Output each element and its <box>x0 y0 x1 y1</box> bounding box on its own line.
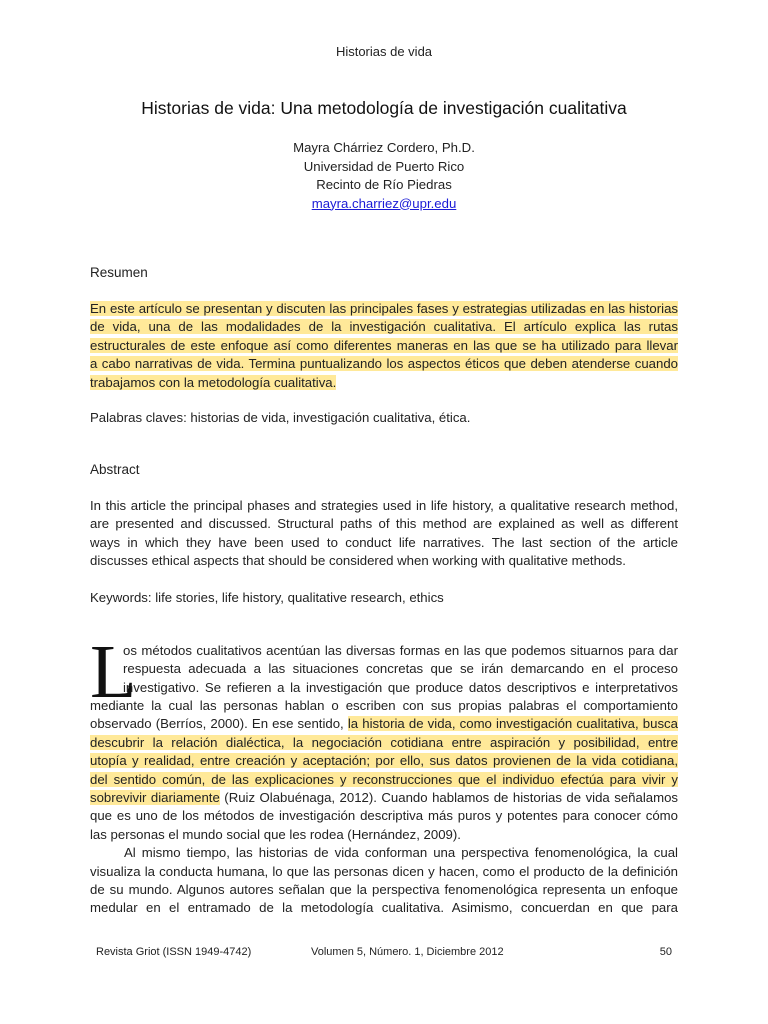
abstract-line: In this article the principal phases and strategies used in life history, a qualitative research method, <box>90 498 678 513</box>
body-line: de su mundo. Algunos autores señalan que la perspectiva fenomenológica representa un enfoque <box>90 881 678 897</box>
body-line: que es uno de los métodos de investigación descriptiva más puros y potentes para conocer cómo <box>90 808 678 824</box>
author-university: Universidad de Puerto Rico <box>303 158 465 174</box>
body-line: del sentido común, de las explicaciones y reconstrucciones que el individuo efectúa para vivir y <box>90 771 678 787</box>
body-line: Al mismo tiempo, las historias de vida conforman una perspectiva fenomenológica, la cual <box>124 845 678 861</box>
resumen-line: estructurales de este enfoque así como diferentes maneras en las que se ha utilizado para llevar <box>90 337 678 353</box>
abstract-heading: Abstract <box>90 462 140 477</box>
resumen-line: trabajamos con la metodología cualitativa. <box>90 374 337 390</box>
resumen-paragraph <box>90 300 678 392</box>
body-line: visualiza la conducta humana, lo que las personas dicen y hacen, como el producto de la definición <box>90 863 678 879</box>
abstract-line: ways in which they have been used to conduct life narratives. The last section of the article <box>90 534 678 550</box>
running-head: Historias de vida <box>335 44 433 59</box>
body-line: os métodos cualitativos acentúan las diversas formas en las que podemos situarnos para dar <box>123 643 678 658</box>
footer-page-number: 50 <box>659 946 672 958</box>
body-paragraph-1 <box>90 697 678 918</box>
abstract-line: discusses ethical aspects that should be considered when working with qualitative methods. <box>90 553 626 569</box>
highlight: la historia de vida, como investigación cualitativa, busca <box>347 716 678 732</box>
abstract-line: are presented and discussed. Structural paths of this method are explained as well as different <box>90 516 678 532</box>
author-email-link[interactable]: mayra.charriez@upr.edu <box>311 195 457 211</box>
body-line: investigativo. Se refieren a la investigación que produce datos descriptivos e interpretativos <box>123 679 678 695</box>
body-line: sobrevivir diariamente (Ruiz Olabuénaga, 2012). Cuando hablamos de historias de vida señalamos <box>90 789 678 805</box>
resumen-line: a cabo narrativas de vida. Termina puntualizando los aspectos éticos que deben atenderse cuando <box>90 356 678 372</box>
palabras-claves: Palabras claves: historias de vida, investigación cualitativa, ética. <box>90 410 471 425</box>
drop-cap: L <box>90 630 137 714</box>
body-line: descubrir la relación dialéctica, la negociación cotidiana entre aspiración y posibilidad, entre <box>90 734 678 750</box>
body-line: mediante la cual las personas hablan o escriben con sus propias palabras el comportamiento <box>90 698 678 713</box>
resumen-line: de vida, una de las modalidades de la investigación cualitativa. El artículo explica las rutas <box>90 319 678 335</box>
body-line: utopía y realidad, entre creación y aceptación; por ello, sus datos provienen de la vida cotidiana, <box>90 753 678 769</box>
article-title: Historias de vida: Una metodología de investigación cualitativa <box>141 98 627 118</box>
footer-journal: Revista Griot (ISSN 1949-4742) <box>96 946 252 958</box>
body-line: observado (Berríos, 2000). En ese sentido, la historia de vida, como investigación cualitativa, busca <box>90 716 678 732</box>
author-name: Mayra Chárriez Cordero, Ph.D. <box>293 140 475 155</box>
resumen-line: En este artículo se presentan y discuten las principales fases y estrategias utilizadas en las historias <box>90 301 678 316</box>
body-paragraph-intro <box>123 642 678 697</box>
author-campus: Recinto de Río Piedras <box>316 177 452 192</box>
author-block <box>0 139 768 213</box>
keywords: Keywords: life stories, life history, qualitative research, ethics <box>90 590 444 605</box>
body-line: las personas el mundo social que les rodea (Hernández, 2009). <box>90 826 461 842</box>
footer-volume: Volumen 5, Número. 1, Diciembre 2012 <box>311 946 504 958</box>
body-line: medular en el entramado de la metodología cualitativa. Asimismo, concuerdan en que para <box>90 900 678 916</box>
resumen-heading: Resumen <box>90 265 148 280</box>
body-line: respuesta adecuada a las situaciones concretas que se irán demarcando en el proceso <box>123 661 678 677</box>
abstract-paragraph <box>90 497 678 571</box>
